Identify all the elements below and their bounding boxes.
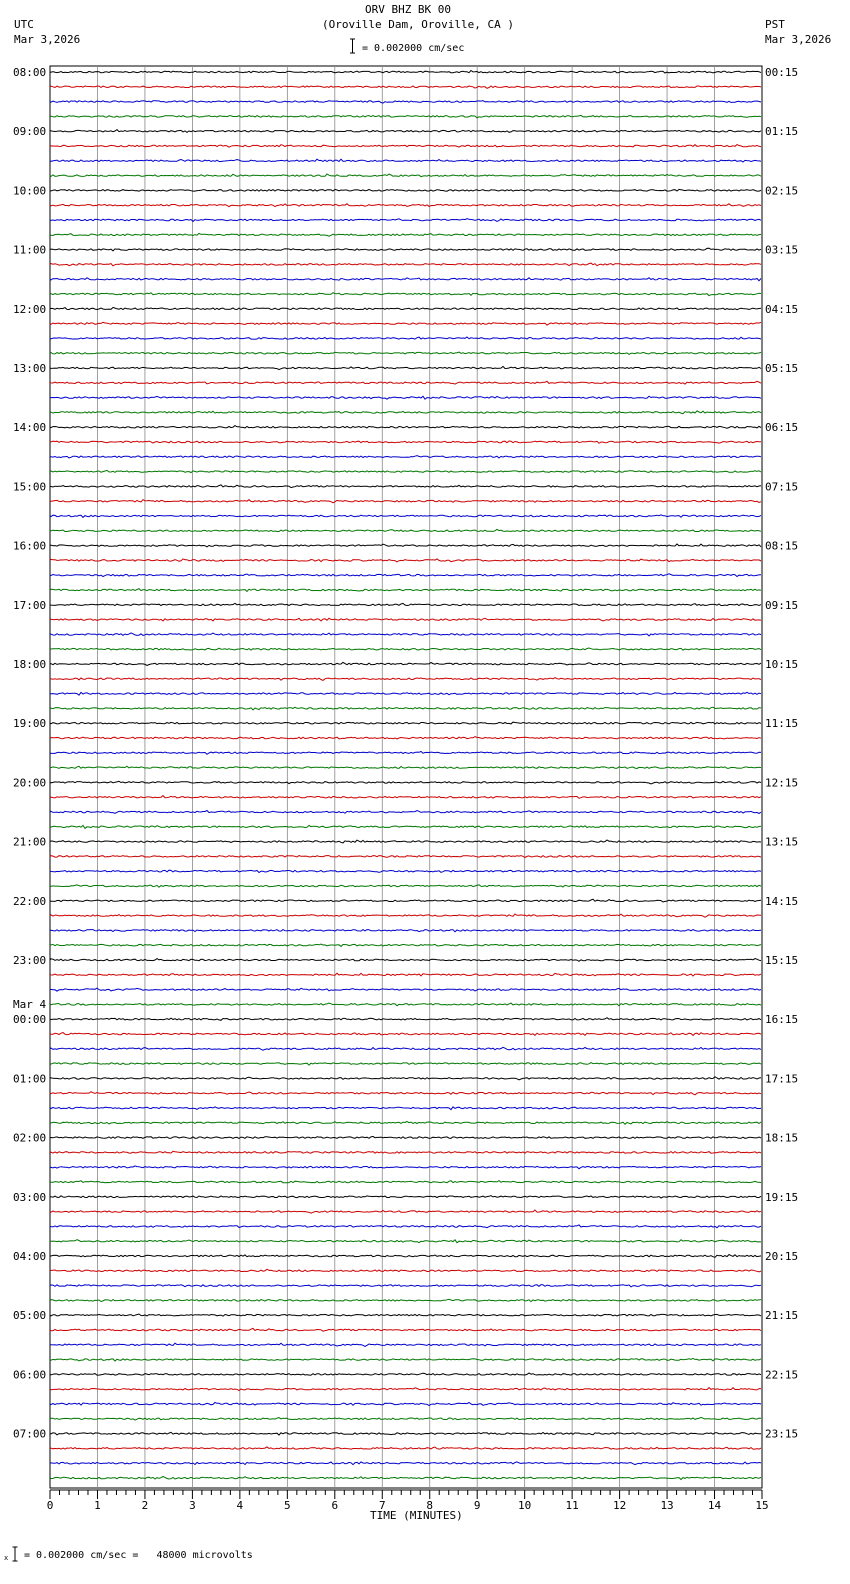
footer-scale-note: = 0.002000 cm/sec = 48000 microvolts bbox=[24, 1550, 253, 1561]
pst-hour-label: 10:15 bbox=[765, 658, 799, 671]
utc-hour-label: 12:00 bbox=[13, 302, 47, 316]
seismic-trace bbox=[50, 278, 761, 281]
seismic-trace bbox=[50, 618, 761, 621]
pst-hour-label: 09:15 bbox=[765, 598, 799, 612]
utc-hour-label: 21:00 bbox=[13, 835, 47, 849]
x-tick-label: 9 bbox=[473, 1499, 481, 1512]
utc-hour-label: 05:00 bbox=[13, 1309, 47, 1323]
seismic-trace bbox=[50, 1314, 761, 1316]
seismic-trace bbox=[50, 1373, 761, 1375]
seismic-trace bbox=[50, 752, 761, 755]
seismic-trace bbox=[50, 130, 761, 133]
seismic-trace bbox=[50, 662, 761, 665]
left-date: Mar 3,2026 bbox=[14, 33, 81, 46]
seismic-trace bbox=[50, 1299, 761, 1301]
right-timezone: PST bbox=[765, 18, 785, 31]
x-tick-label: 8 bbox=[426, 1499, 434, 1512]
seismic-trace bbox=[50, 944, 761, 946]
pst-hour-label: 17:15 bbox=[765, 1072, 799, 1086]
date-change-label: Mar 4 bbox=[13, 998, 47, 1012]
pst-hour-label: 05:15 bbox=[765, 362, 799, 375]
seismic-trace bbox=[50, 1063, 761, 1066]
seismic-trace bbox=[50, 1328, 761, 1331]
pst-hour-label: 11:15 bbox=[765, 717, 799, 731]
seismic-trace bbox=[50, 692, 761, 695]
seismic-trace bbox=[50, 856, 761, 858]
x-axis-title: TIME (MINUTES) bbox=[370, 1509, 463, 1522]
seismic-trace bbox=[50, 1077, 761, 1080]
x-tick-label: 4 bbox=[236, 1499, 244, 1512]
utc-hour-label: 22:00 bbox=[13, 894, 47, 908]
seismic-trace bbox=[50, 678, 761, 681]
seismic-trace bbox=[50, 559, 761, 562]
pst-hour-label: 01:15 bbox=[765, 125, 799, 139]
seismic-trace bbox=[50, 1107, 761, 1110]
pst-hour-label: 14:15 bbox=[765, 894, 799, 908]
seismic-trace bbox=[50, 1388, 761, 1391]
seismic-trace bbox=[50, 248, 761, 251]
seismic-trace bbox=[50, 1136, 761, 1138]
seismic-trace bbox=[50, 307, 761, 309]
seismic-trace bbox=[50, 781, 761, 784]
seismic-trace bbox=[50, 707, 761, 710]
seismic-trace bbox=[50, 174, 761, 177]
svg-text:x: x bbox=[4, 1554, 9, 1562]
seismic-trace bbox=[50, 204, 761, 207]
seismic-trace bbox=[50, 1181, 761, 1183]
x-tick-label: 1 bbox=[94, 1499, 101, 1512]
seismic-trace bbox=[50, 1240, 761, 1243]
left-timezone: UTC bbox=[14, 18, 34, 31]
seismic-trace bbox=[50, 544, 761, 547]
seismic-trace bbox=[50, 1343, 761, 1346]
seismic-trace bbox=[50, 737, 761, 739]
seismic-trace bbox=[50, 1151, 761, 1153]
pst-hour-label: 19:15 bbox=[765, 1190, 799, 1204]
seismic-trace bbox=[50, 233, 761, 236]
pst-hour-label: 07:15 bbox=[765, 480, 799, 494]
utc-hour-label: 19:00 bbox=[13, 717, 47, 731]
pst-hour-label: 13:15 bbox=[765, 835, 799, 849]
pst-hour-label: 21:15 bbox=[765, 1309, 799, 1323]
pst-hour-label: 18:15 bbox=[765, 1131, 799, 1145]
utc-hour-label: 13:00 bbox=[13, 362, 47, 375]
utc-hour-label: 02:00 bbox=[13, 1131, 47, 1145]
seismic-trace bbox=[50, 411, 761, 414]
seismic-trace bbox=[50, 1166, 761, 1169]
x-tick-label: 3 bbox=[189, 1499, 196, 1512]
seismic-trace bbox=[50, 1122, 761, 1125]
seismic-trace bbox=[50, 973, 761, 976]
seismic-trace bbox=[50, 86, 761, 88]
seismic-trace bbox=[50, 263, 761, 266]
pst-hour-label: 06:15 bbox=[765, 421, 799, 435]
seismic-trace bbox=[50, 1033, 761, 1036]
seismic-trace bbox=[50, 441, 761, 443]
utc-hour-label: 14:00 bbox=[13, 421, 47, 435]
seismic-trace bbox=[50, 159, 761, 162]
seismic-trace bbox=[50, 500, 761, 503]
utc-hour-label: 07:00 bbox=[13, 1427, 47, 1441]
seismic-trace bbox=[50, 648, 761, 650]
utc-hour-label: 01:00 bbox=[13, 1072, 47, 1086]
seismic-trace bbox=[50, 1003, 761, 1006]
x-tick-label: 11 bbox=[565, 1499, 579, 1512]
seismic-trace bbox=[50, 426, 761, 429]
seismic-trace bbox=[50, 825, 761, 828]
pst-hour-label: 08:15 bbox=[765, 539, 799, 553]
x-tick-label: 7 bbox=[378, 1499, 386, 1512]
seismic-trace bbox=[50, 101, 761, 104]
utc-hour-label: 16:00 bbox=[13, 539, 47, 553]
seismic-trace bbox=[50, 633, 761, 636]
seismic-trace bbox=[50, 515, 761, 518]
seismic-trace bbox=[50, 322, 761, 325]
seismic-trace bbox=[50, 219, 761, 222]
footer-scale-icon bbox=[4, 1546, 18, 1562]
seismic-trace bbox=[50, 381, 761, 384]
utc-hour-label: 11:00 bbox=[13, 243, 47, 257]
seismic-trace bbox=[50, 811, 761, 814]
seismic-trace bbox=[50, 722, 761, 724]
pst-hour-label: 00:15 bbox=[765, 66, 799, 79]
seismic-trace bbox=[50, 145, 761, 148]
utc-hour-label: 06:00 bbox=[13, 1368, 47, 1382]
right-date: Mar 3,2026 bbox=[765, 33, 832, 46]
pst-hour-label: 22:15 bbox=[765, 1368, 799, 1382]
seismic-trace bbox=[50, 337, 761, 339]
utc-hour-label: 17:00 bbox=[13, 598, 47, 612]
seismic-trace bbox=[50, 1269, 761, 1272]
seismic-trace bbox=[50, 456, 761, 458]
utc-hour-label: 18:00 bbox=[13, 658, 47, 671]
seismic-trace bbox=[50, 870, 761, 872]
seismic-trace bbox=[50, 840, 761, 843]
seismic-trace bbox=[50, 1403, 761, 1406]
seismic-trace bbox=[50, 1196, 761, 1198]
seismic-trace bbox=[50, 1018, 761, 1021]
seismic-trace bbox=[50, 589, 761, 592]
utc-hour-label: 00:00 bbox=[13, 1013, 47, 1027]
utc-hour-label: 10:00 bbox=[13, 184, 47, 198]
utc-hour-label: 23:00 bbox=[13, 954, 47, 967]
seismic-trace bbox=[50, 899, 761, 902]
seismic-trace bbox=[50, 366, 761, 369]
seismic-trace bbox=[50, 930, 761, 932]
seismic-trace bbox=[50, 529, 761, 531]
x-tick-label: 15 bbox=[755, 1499, 769, 1512]
seismic-trace bbox=[50, 1225, 761, 1228]
utc-hour-label: 04:00 bbox=[13, 1250, 47, 1263]
seismic-trace bbox=[50, 485, 761, 488]
utc-hour-label: 15:00 bbox=[13, 480, 47, 494]
seismic-trace bbox=[50, 1092, 761, 1095]
seismic-trace bbox=[50, 1417, 761, 1420]
seismic-trace bbox=[50, 1047, 761, 1050]
pst-hour-label: 16:15 bbox=[765, 1013, 799, 1027]
seismic-trace bbox=[50, 959, 761, 962]
scale-label: = 0.002000 cm/sec bbox=[362, 43, 465, 54]
x-tick-label: 10 bbox=[518, 1499, 532, 1512]
seismic-trace bbox=[50, 352, 761, 354]
seismic-trace bbox=[50, 189, 761, 191]
x-tick-label: 12 bbox=[612, 1499, 627, 1512]
seismic-trace bbox=[50, 1285, 761, 1287]
utc-hour-label: 03:00 bbox=[13, 1190, 47, 1204]
x-tick-label: 5 bbox=[284, 1499, 291, 1512]
x-tick-label: 2 bbox=[141, 1499, 149, 1512]
utc-hour-label: 20:00 bbox=[13, 776, 47, 790]
utc-hour-label: 08:00 bbox=[13, 66, 47, 79]
x-tick-label: 13 bbox=[660, 1499, 674, 1512]
pst-hour-label: 23:15 bbox=[765, 1427, 799, 1441]
x-tick-label: 0 bbox=[46, 1499, 54, 1512]
seismic-trace bbox=[50, 1432, 761, 1435]
seismic-trace bbox=[50, 766, 761, 768]
seismic-trace bbox=[50, 71, 761, 74]
utc-hour-label: 09:00 bbox=[13, 125, 47, 139]
pst-hour-label: 20:15 bbox=[765, 1250, 799, 1263]
seismic-trace bbox=[50, 293, 761, 296]
seismic-trace bbox=[50, 885, 761, 887]
pst-hour-label: 04:15 bbox=[765, 302, 799, 316]
seismic-trace bbox=[50, 396, 761, 399]
pst-hour-label: 03:15 bbox=[765, 243, 799, 257]
seismic-trace bbox=[50, 574, 761, 577]
x-tick-label: 6 bbox=[331, 1499, 339, 1512]
seismic-trace bbox=[50, 988, 761, 991]
pst-hour-label: 15:15 bbox=[765, 954, 799, 967]
seismic-trace bbox=[50, 796, 761, 799]
seismic-trace bbox=[50, 914, 761, 917]
seismic-trace bbox=[50, 1477, 761, 1480]
station-title: ORV BHZ BK 00 bbox=[364, 3, 452, 16]
seismic-trace bbox=[50, 470, 761, 472]
station-location: (Oroville Dam, Oroville, CA ) bbox=[321, 18, 515, 31]
x-tick-label: 14 bbox=[707, 1499, 722, 1512]
pst-hour-label: 02:15 bbox=[765, 184, 799, 198]
seismic-trace bbox=[50, 115, 761, 118]
seismic-trace bbox=[50, 603, 761, 605]
seismic-trace bbox=[50, 1447, 761, 1449]
seismic-trace bbox=[50, 1358, 761, 1361]
seismic-trace bbox=[50, 1210, 761, 1213]
seismic-trace bbox=[50, 1462, 761, 1465]
pst-hour-label: 12:15 bbox=[765, 776, 799, 790]
seismic-trace bbox=[50, 1255, 761, 1258]
